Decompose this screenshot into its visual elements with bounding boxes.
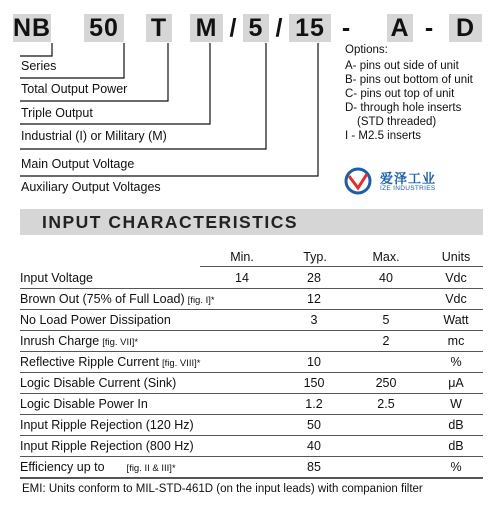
- cell-units: Watt: [443, 313, 469, 327]
- row-parameter: [20, 271, 93, 285]
- logo-chinese-text: 爱泽工业: [380, 171, 437, 186]
- option-b: B- pins out bottom of unit: [345, 74, 473, 86]
- cell-units: %: [450, 460, 462, 474]
- row-parameter: [20, 292, 215, 306]
- cell-units: dB: [448, 439, 464, 453]
- cell-units: W: [450, 397, 462, 411]
- label-auxiliary-output-voltages: Auxiliary Output Voltages: [21, 180, 161, 194]
- cell-units: mc: [447, 334, 465, 348]
- row-parameter: [20, 418, 194, 432]
- table-row: [20, 457, 483, 478]
- parameter-text: Input Ripple Rejection (800 Hz): [20, 439, 194, 453]
- table-row: [20, 415, 483, 436]
- emi-divider: [20, 478, 483, 479]
- header-typ: Typ.: [303, 250, 327, 264]
- option-i: I - M2.5 inserts: [345, 130, 422, 142]
- label-industrial-military: Industrial (I) or Military (M): [21, 129, 167, 143]
- parameter-text: Input Voltage: [20, 271, 93, 285]
- figure-reference: [fig. II & III]*: [126, 463, 176, 474]
- cell-typ: 50: [307, 418, 321, 432]
- code-option-d: D: [449, 14, 482, 42]
- row-parameter: [20, 334, 138, 348]
- table-row: [20, 310, 483, 331]
- table-row: [20, 373, 483, 394]
- parameter-text: Efficiency up to: [20, 460, 105, 474]
- parameter-text: No Load Power Dissipation: [20, 313, 171, 327]
- figure-reference: [fig. VIII]*: [161, 358, 201, 369]
- cell-units: %: [450, 355, 462, 369]
- section-header: [20, 209, 483, 235]
- cell-max: 5: [382, 313, 390, 327]
- cell-typ: 28: [307, 271, 321, 285]
- option-d-note: (STD threaded): [357, 116, 437, 128]
- ize-logo: [343, 166, 463, 196]
- option-a: A- pins out side of unit: [345, 60, 459, 72]
- parameter-text: Brown Out (75% of Full Load): [20, 292, 185, 306]
- figure-reference: [fig. I]*: [187, 295, 215, 306]
- cell-typ: 10: [307, 355, 321, 369]
- parameter-text: Logic Disable Current (Sink): [20, 376, 177, 390]
- parameter-text: Logic Disable Power In: [20, 397, 148, 411]
- ize-logo-icon: [343, 166, 375, 196]
- header-units: Units: [441, 250, 471, 264]
- row-parameter: [20, 313, 171, 327]
- row-parameter: [20, 376, 176, 390]
- row-parameter: [20, 397, 148, 411]
- label-main-output-voltage: Main Output Voltage: [21, 157, 135, 171]
- cell-units: μA: [448, 376, 464, 390]
- parameter-text: Reflective Ripple Current: [20, 355, 159, 369]
- code-triple: T: [146, 14, 172, 42]
- cell-typ: 3: [310, 313, 318, 327]
- code-option-a: A: [387, 14, 413, 42]
- table-row: [20, 394, 483, 415]
- cell-units: Vdc: [445, 271, 467, 285]
- cell-min: 14: [235, 271, 249, 285]
- label-total-output-power: Total Output Power: [21, 82, 128, 96]
- header-divider: [200, 266, 483, 267]
- code-aux-voltage: 15: [289, 14, 331, 42]
- cell-max: 2: [382, 334, 390, 348]
- section-title: INPUT CHARACTERISTICS: [42, 212, 299, 232]
- cell-typ: 1.2: [305, 397, 323, 411]
- cell-units: dB: [448, 418, 464, 432]
- cell-max: 2.5: [377, 397, 395, 411]
- row-parameter: [20, 355, 201, 369]
- parameter-text: Input Ripple Rejection (120 Hz): [20, 418, 194, 432]
- code-dash-1: -: [341, 14, 351, 42]
- cell-typ: 85: [307, 460, 321, 474]
- header-min: Min.: [230, 250, 254, 264]
- cell-typ: 40: [307, 439, 321, 453]
- cell-typ: 150: [303, 376, 325, 390]
- parameter-text: Inrush Charge: [20, 334, 100, 348]
- code-main-voltage: 5: [243, 14, 269, 42]
- table-row: [20, 331, 483, 352]
- code-power: 50: [84, 14, 124, 42]
- logo-english-text: IZE INDUSTRIES: [380, 185, 436, 192]
- cell-max: 250: [375, 376, 397, 390]
- code-series: NB: [13, 14, 52, 42]
- code-slash-1: /: [229, 14, 237, 42]
- code-dash-2: -: [424, 14, 434, 42]
- cell-units: Vdc: [445, 292, 467, 306]
- figure-reference: [fig. VII]*: [102, 337, 139, 348]
- code-grade: M: [190, 14, 223, 42]
- table-row: [20, 268, 483, 289]
- emi-note: EMI: Units conform to MIL-STD-461D (on the input leads) with companion filter: [22, 483, 423, 495]
- option-d: D- through hole inserts: [345, 102, 462, 114]
- row-parameter: [20, 439, 194, 453]
- label-triple-output: Triple Output: [21, 106, 93, 120]
- cell-max: 40: [379, 271, 393, 285]
- table-row: [20, 436, 483, 457]
- table-row: [20, 352, 483, 373]
- option-c: C- pins out top of unit: [345, 88, 455, 100]
- code-slash-2: /: [275, 14, 283, 42]
- table-row: [20, 289, 483, 310]
- row-parameter: [20, 460, 176, 474]
- label-series: Series: [21, 59, 57, 73]
- header-max: Max.: [372, 250, 400, 264]
- options-title: Options:: [345, 44, 388, 56]
- cell-typ: 12: [307, 292, 321, 306]
